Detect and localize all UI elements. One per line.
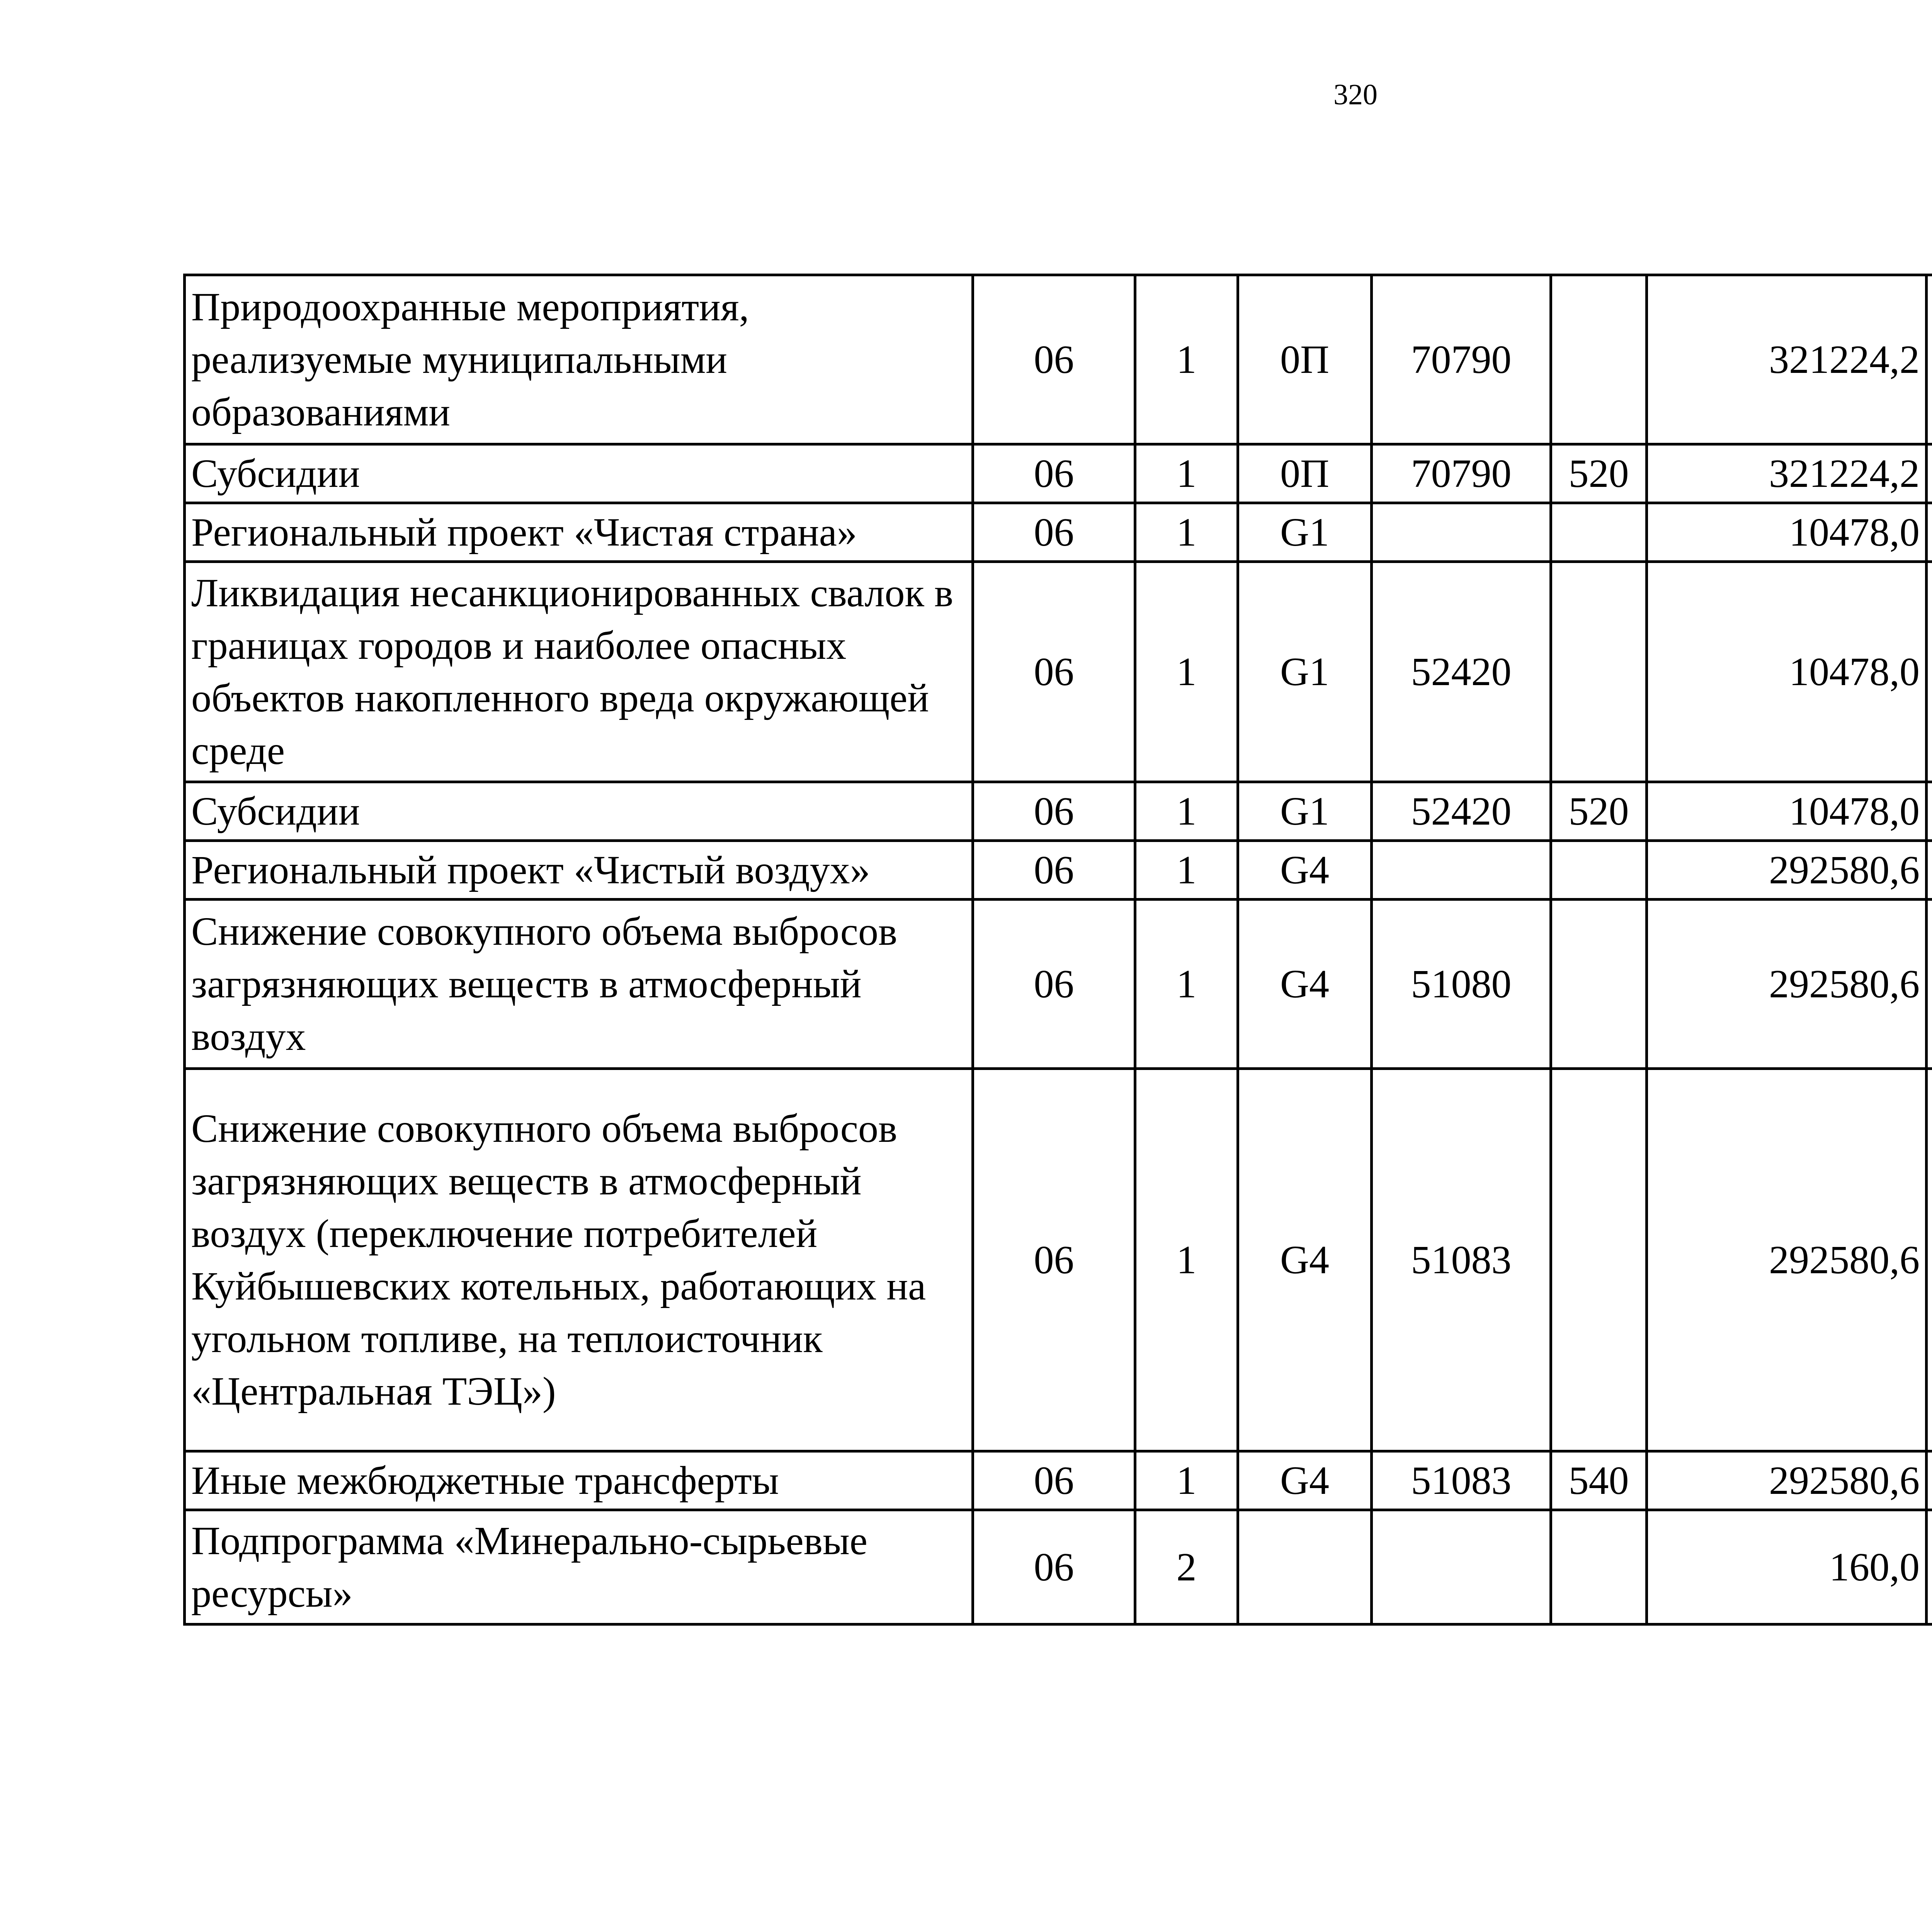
expense-type-code [1551, 1069, 1647, 1451]
row-name: Региональный проект «Чистая страна» [185, 503, 973, 562]
expense-type-code [1551, 503, 1647, 562]
amount-2 [1927, 562, 1932, 782]
expense-type-code: 520 [1551, 444, 1647, 503]
section-code: 06 [973, 1069, 1135, 1451]
amount-2 [1927, 444, 1932, 503]
activity-code: G4 [1238, 841, 1372, 900]
table-row [185, 841, 1932, 900]
section-code: 06 [973, 1510, 1135, 1624]
expense-type-code: 540 [1551, 1451, 1647, 1510]
activity-code: G4 [1238, 1451, 1372, 1510]
subprogram-code: 1 [1135, 900, 1238, 1069]
activity-code: G1 [1238, 782, 1372, 841]
table-row [185, 900, 1932, 1069]
direction-code: 70790 [1372, 275, 1551, 444]
section-code: 06 [973, 562, 1135, 782]
table-row [185, 503, 1932, 562]
amount-1: 10478,0 [1647, 562, 1927, 782]
amount-1: 10478,0 [1647, 782, 1927, 841]
section-code: 06 [973, 841, 1135, 900]
section-code: 06 [973, 444, 1135, 503]
direction-code: 52420 [1372, 782, 1551, 841]
activity-code: G4 [1238, 900, 1372, 1069]
subprogram-code: 1 [1135, 1069, 1238, 1451]
section-code: 06 [973, 275, 1135, 444]
activity-code: G1 [1238, 503, 1372, 562]
activity-code: G4 [1238, 1069, 1372, 1451]
subprogram-code: 1 [1135, 782, 1238, 841]
amount-1: 292580,6 [1647, 1451, 1927, 1510]
amount-2 [1927, 841, 1932, 900]
table-row [185, 782, 1932, 841]
activity-code: G1 [1238, 562, 1372, 782]
expense-type-code [1551, 562, 1647, 782]
direction-code [1372, 503, 1551, 562]
direction-code [1372, 841, 1551, 900]
table-row [185, 444, 1932, 503]
row-name: Субсидии [185, 444, 973, 503]
table-row [185, 1451, 1932, 1510]
expense-type-code [1551, 900, 1647, 1069]
row-name: Региональный проект «Чистый воздух» [185, 841, 973, 900]
amount-2 [1927, 1069, 1932, 1451]
expense-type-code [1551, 1510, 1647, 1624]
amount-2 [1927, 503, 1932, 562]
section-code: 06 [973, 503, 1135, 562]
amount-2 [1927, 1451, 1932, 1510]
subprogram-code: 1 [1135, 444, 1238, 503]
expense-type-code [1551, 275, 1647, 444]
activity-code [1238, 1510, 1372, 1624]
subprogram-code: 1 [1135, 562, 1238, 782]
direction-code: 51080 [1372, 900, 1551, 1069]
amount-1: 292580,6 [1647, 1069, 1927, 1451]
activity-code: 0П [1238, 444, 1372, 503]
amount-1: 321224,2 [1647, 275, 1927, 444]
row-name: Природоохранные мероприятия, реализуемые муниципальными образованиями [185, 275, 973, 444]
direction-code [1372, 1510, 1551, 1624]
amount-2 [1927, 782, 1932, 841]
subprogram-code: 1 [1135, 841, 1238, 900]
section-code: 06 [973, 1451, 1135, 1510]
subprogram-code: 1 [1135, 275, 1238, 444]
row-name: Ликвидация несанкционированных свалок в границах городов и наиболее опасных объектов накопленного вреда окружающей среде [185, 562, 973, 782]
amount-1: 292580,6 [1647, 900, 1927, 1069]
expense-type-code [1551, 841, 1647, 900]
page-number: 320 [1333, 78, 1378, 111]
row-name: Снижение совокупного объема выбросов загрязняющих веществ в атмосферный воздух [185, 900, 973, 1069]
amount-1: 160,0 [1647, 1510, 1927, 1624]
row-name: Подпрограмма «Минерально-сырьевые ресурсы» [185, 1510, 973, 1624]
expense-type-code: 520 [1551, 782, 1647, 841]
row-name: Иные межбюджетные трансферты [185, 1451, 973, 1510]
subprogram-code: 2 [1135, 1510, 1238, 1624]
amount-1: 10478,0 [1647, 503, 1927, 562]
amount-1: 292580,6 [1647, 841, 1927, 900]
amount-2 [1927, 900, 1932, 1069]
table-row [185, 562, 1932, 782]
direction-code: 51083 [1372, 1451, 1551, 1510]
activity-code: 0П [1238, 275, 1372, 444]
section-code: 06 [973, 782, 1135, 841]
amount-2 [1927, 1510, 1932, 1624]
direction-code: 51083 [1372, 1069, 1551, 1451]
subprogram-code: 1 [1135, 503, 1238, 562]
amount-1: 321224,2 [1647, 444, 1927, 503]
direction-code: 70790 [1372, 444, 1551, 503]
row-name: Субсидии [185, 782, 973, 841]
table-body [185, 275, 1932, 1624]
section-code: 06 [973, 900, 1135, 1069]
table-row [185, 1069, 1932, 1451]
row-name: Снижение совокупного объема выбросов загрязняющих веществ в атмосферный воздух (переключение потребителей Куйбышевских котельных, работающих на угольном топливе, на теплоисточник «Центральная ТЭЦ») [185, 1069, 973, 1451]
table-row [185, 275, 1932, 444]
amount-2 [1927, 275, 1932, 444]
subprogram-code: 1 [1135, 1451, 1238, 1510]
budget-table [183, 274, 1932, 1626]
table-row [185, 1510, 1932, 1624]
direction-code: 52420 [1372, 562, 1551, 782]
